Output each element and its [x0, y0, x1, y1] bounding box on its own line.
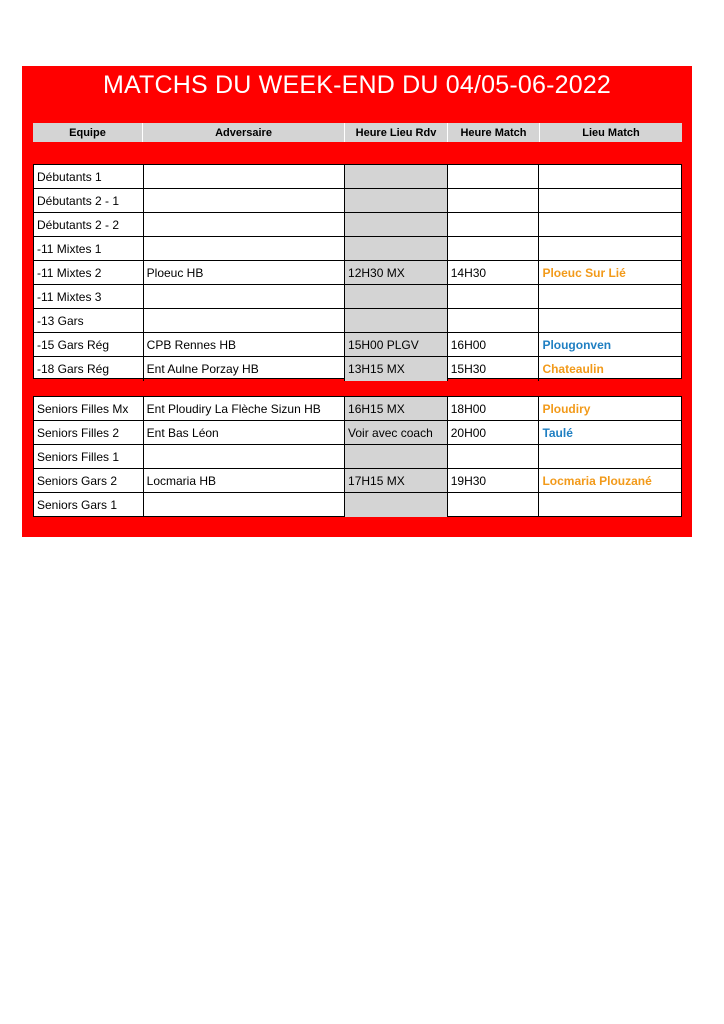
page-title: MATCHS DU WEEK-END DU 04/05-06-2022: [102, 71, 612, 99]
table-row: [34, 237, 681, 261]
cell-heure-match: 20H00: [448, 421, 540, 444]
cell-adversaire: Ploeuc HB: [144, 261, 345, 284]
cell-adversaire: [144, 285, 345, 308]
cell-equipe: -15 Gars Rég: [34, 333, 144, 356]
table-row: [34, 397, 681, 421]
cell-heure-lieu-rdv: [345, 165, 448, 188]
header-heure-match: Heure Match: [448, 123, 540, 142]
cell-adversaire: Locmaria HB: [144, 469, 345, 492]
cell-heure-lieu-rdv: [345, 285, 448, 308]
table-row: [34, 285, 681, 309]
cell-lieu-match: [539, 445, 681, 468]
cell-adversaire: [144, 165, 345, 188]
cell-heure-lieu-rdv: [345, 493, 448, 517]
table-row: [34, 309, 681, 333]
cell-heure-match: [448, 445, 540, 468]
cell-heure-lieu-rdv: [345, 445, 448, 468]
cell-equipe: Seniors Filles 1: [34, 445, 144, 468]
cell-lieu-match: Plougonven: [542, 337, 612, 352]
cell-equipe: -11 Mixtes 3: [34, 285, 144, 308]
header-heure-lieu-rdv: Heure Lieu Rdv: [345, 123, 448, 142]
cell-heure-match: 15H30: [448, 357, 540, 381]
cell-equipe: Débutants 2 - 2: [34, 213, 144, 236]
cell-lieu-match: Ploeuc Sur Lié: [542, 265, 626, 280]
cell-lieu-match: [539, 285, 681, 308]
cell-heure-lieu-rdv: 15H00 PLGV: [345, 333, 448, 356]
header-adversaire: Adversaire: [143, 123, 345, 142]
cell-heure-match: 16H00: [448, 333, 540, 356]
cell-heure-match: [448, 189, 540, 212]
cell-lieu-match: [539, 493, 681, 517]
table-row: [34, 333, 681, 357]
cell-heure-match: 14H30: [448, 261, 540, 284]
table-row: [34, 469, 681, 493]
cell-heure-lieu-rdv: 17H15 MX: [345, 469, 448, 492]
cell-heure-match: 19H30: [448, 469, 540, 492]
cell-equipe: Seniors Filles Mx: [34, 397, 144, 420]
cell-heure-match: [448, 309, 540, 332]
cell-equipe: -18 Gars Rég: [34, 357, 144, 381]
cell-heure-lieu-rdv: 16H15 MX: [345, 397, 448, 420]
cell-lieu-match: [539, 309, 681, 332]
schedule-sheet: [22, 66, 692, 537]
cell-equipe: -11 Mixtes 1: [34, 237, 144, 260]
table-row: [34, 261, 681, 285]
table-row: [34, 189, 681, 213]
cell-lieu-match: Ploudiry: [542, 401, 591, 416]
cell-lieu-match: Taulé: [542, 425, 573, 440]
cell-heure-match: [448, 165, 540, 188]
cell-adversaire: [144, 445, 345, 468]
cell-adversaire: [144, 309, 345, 332]
cell-adversaire: [144, 189, 345, 212]
cell-heure-lieu-rdv: 12H30 MX: [345, 261, 448, 284]
cell-equipe: Débutants 1: [34, 165, 144, 188]
table-header: [33, 123, 682, 142]
cell-heure-lieu-rdv: Voir avec coach: [345, 421, 448, 444]
cell-heure-lieu-rdv: [345, 189, 448, 212]
cell-equipe: Seniors Filles 2: [34, 421, 144, 444]
table-row: [34, 213, 681, 237]
cell-adversaire: [144, 493, 345, 517]
table-row: [34, 445, 681, 469]
cell-heure-match: 18H00: [448, 397, 540, 420]
table-row: [34, 493, 681, 517]
table-row: [34, 421, 681, 445]
cell-heure-lieu-rdv: [345, 213, 448, 236]
cell-heure-match: [448, 493, 540, 517]
cell-lieu-match: [539, 165, 681, 188]
cell-lieu-match: Locmaria Plouzané: [542, 473, 652, 488]
cell-lieu-match: [539, 189, 681, 212]
cell-lieu-match: Chateaulin: [542, 362, 604, 376]
cell-adversaire: [144, 213, 345, 236]
cell-equipe: -13 Gars: [34, 309, 144, 332]
header-lieu-match: Lieu Match: [540, 123, 682, 142]
cell-heure-lieu-rdv: 13H15 MX: [345, 357, 448, 381]
cell-heure-match: [448, 213, 540, 236]
table-row: [34, 357, 681, 381]
cell-adversaire: CPB Rennes HB: [144, 333, 345, 356]
cell-equipe: Seniors Gars 2: [34, 469, 144, 492]
cell-adversaire: Ent Bas Léon: [144, 421, 345, 444]
cell-equipe: -11 Mixtes 2: [34, 261, 144, 284]
schedule-table-youth: [33, 164, 682, 379]
cell-heure-match: [448, 237, 540, 260]
cell-equipe: Débutants 2 - 1: [34, 189, 144, 212]
cell-heure-match: [448, 285, 540, 308]
cell-adversaire: [144, 237, 345, 260]
table-row: [34, 165, 681, 189]
cell-heure-lieu-rdv: [345, 237, 448, 260]
cell-lieu-match: [539, 213, 681, 236]
cell-adversaire: Ent Ploudiry La Flèche Sizun HB: [144, 397, 345, 420]
cell-heure-lieu-rdv: [345, 309, 448, 332]
cell-adversaire: Ent Aulne Porzay HB: [144, 357, 345, 381]
cell-equipe: Seniors Gars 1: [34, 493, 144, 517]
cell-lieu-match: [539, 237, 681, 260]
schedule-table-seniors: [33, 396, 682, 517]
header-equipe: Equipe: [33, 123, 143, 142]
